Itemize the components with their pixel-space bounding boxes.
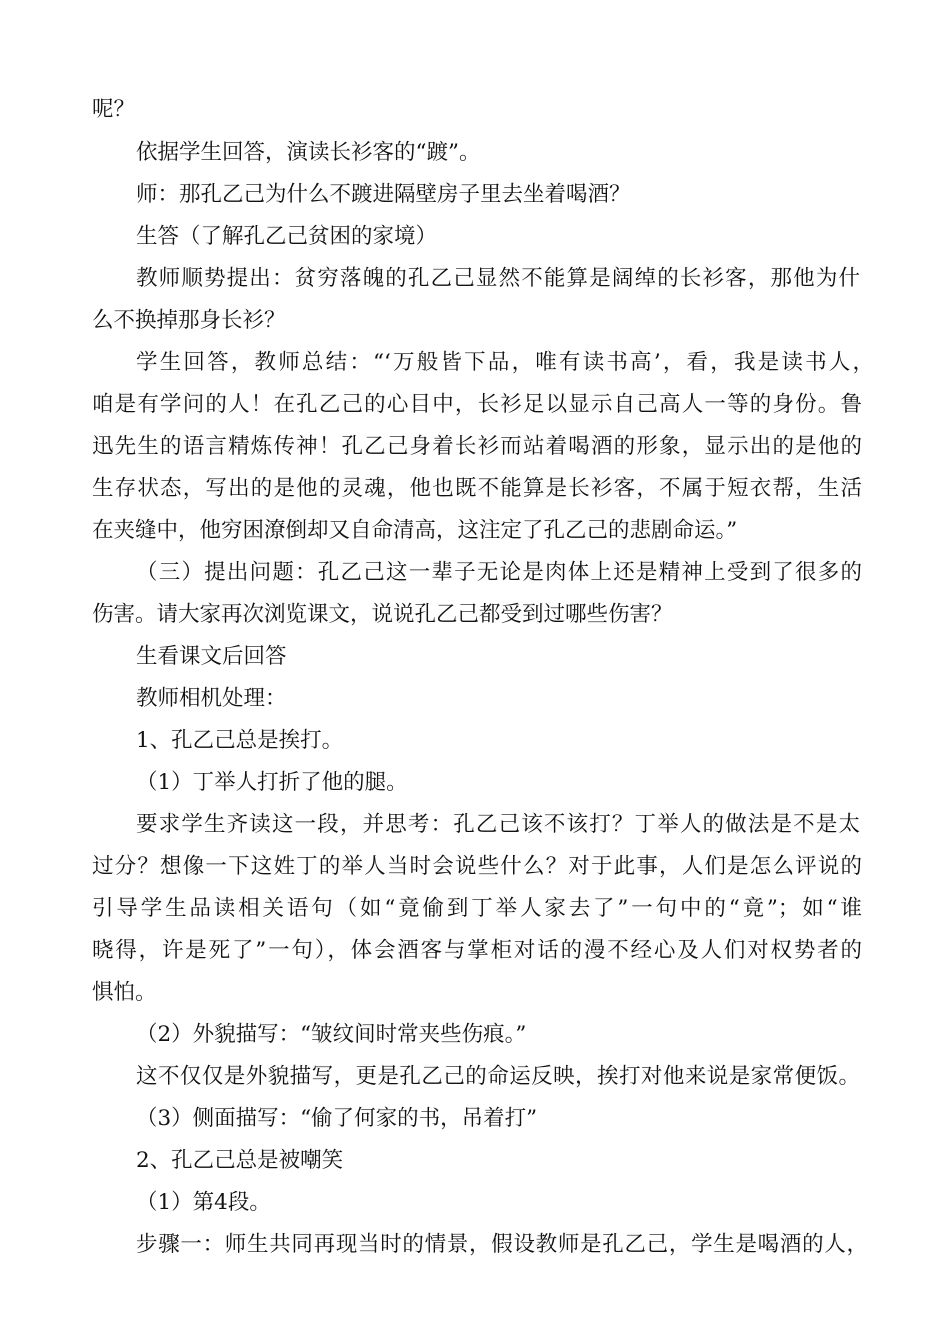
text-line: 依据学生回答，演读长衫客的“踱”。 [136,140,481,165]
text-line: 咱是有学问的人！在孔乙己的心目中，长衫足以显示自己高人一等的身份。鲁 [92,392,862,417]
text-line: 1、孔乙己总是挨打。 [136,728,344,753]
text-line: 惧怕。 [92,980,157,1005]
text-line: 伤害。请大家再次浏览课文，说说孔乙己都受到过哪些伤害？ [92,602,673,627]
text-line: 师：那孔乙己为什么不踱进隔壁房子里去坐着喝酒？ [136,182,631,207]
text-line: （1）第4段。 [136,1190,271,1215]
text-line: 晓得，许是死了”一句），体会酒客与掌柜对话的漫不经心及人们对权势者的 [92,938,862,963]
text-line: 这不仅仅是外貌描写，更是孔乙己的命运反映，挨打对他来说是家常便饭。 [136,1064,860,1089]
text-line: 在夹缝中，他穷困潦倒却又自命清高，这注定了孔乙己的悲剧命运。” [92,518,738,543]
text-line: 么不换掉那身长衫？ [92,308,286,333]
text-line: 呢？ [92,97,136,122]
text-line: 生答（了解孔乙己贫困的家境） [136,224,438,249]
text-line: （2）外貌描写：“皱纹间时常夹些伤痕。” [136,1022,527,1047]
text-line: 生看课文后回答 [136,644,287,669]
text-line: 迅先生的语言精炼传神！孔乙己身着长衫而站着喝酒的形象，显示出的是他的 [92,434,862,459]
text-line: 过分？想像一下这姓丁的举人当时会说些什么？对于此事，人们是怎么评说的 [92,854,862,879]
text-line: 要求学生齐读这一段，并思考：孔乙己该不该打？丁举人的做法是不是太 [136,812,860,837]
text-line: 学生回答，教师总结：“‘万般皆下品，唯有读书高’，看，我是读书人， [136,350,874,375]
text-line: 步骤一：师生共同再现当时的情景，假设教师是孔乙己，学生是喝酒的人， [136,1232,868,1257]
text-line: 2、孔乙己总是被嘲笑 [136,1148,344,1173]
text-line: （3）侧面描写：“偷了何家的书，吊着打” [136,1106,538,1131]
text-line: 生存状态，写出的是他的灵魂，他也既不能算是长衫客，不属于短衣帮，生活 [92,476,862,501]
text-line: 教师相机处理： [136,686,287,711]
text-line: 引导学生品读相关语句（如“竟偷到丁举人家去了”一句中的“竟”；如“谁 [92,896,862,921]
text-line: 教师顺势提出：贫穷落魄的孔乙己显然不能算是阔绰的长衫客，那他为什 [136,266,860,291]
text-line: （1）丁举人打折了他的腿。 [136,770,408,795]
text-line: （三）提出问题：孔乙己这一辈子无论是肉体上还是精神上受到了很多的 [136,560,862,585]
